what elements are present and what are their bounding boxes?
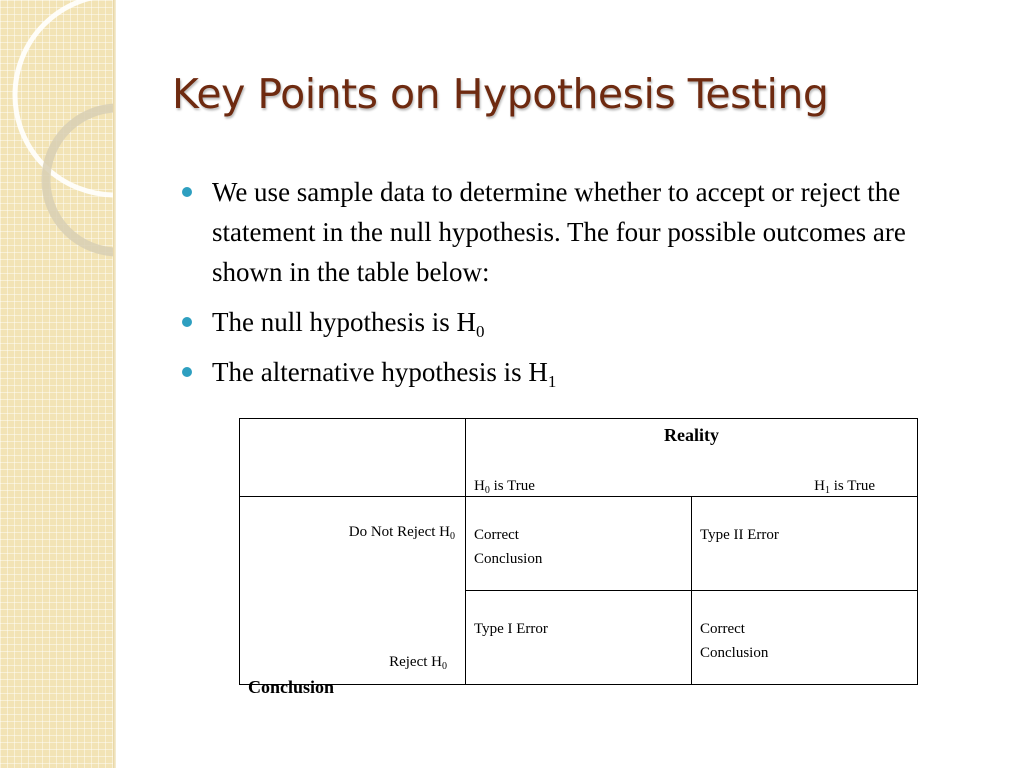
reject-label: Reject $H_0$ (389, 654, 447, 672)
table-cell: Correct Conclusion (692, 591, 918, 685)
bullet-item (182, 172, 972, 292)
conclusion-label: Conclusion (248, 677, 335, 697)
bullet-item (182, 352, 972, 392)
bullet-text: The null hypothesis is H (212, 307, 476, 337)
bullet-text: We use sample data to determine whether to accept or reject the statement in the null hypothesis. The four possible outcomes are shown in the table below: (212, 177, 906, 287)
conclusion-label-cell (240, 497, 466, 697)
reality-header-cell (466, 419, 918, 497)
table-cell: Type I Error (466, 591, 692, 685)
strip-edge (113, 0, 116, 768)
bullet-list (182, 172, 972, 402)
bullet-dot-icon (182, 317, 192, 327)
bullet-item (182, 302, 972, 342)
bullet-text: The alternative hypothesis is H (212, 357, 548, 387)
slide-title: Key Points on Hypothesis Testing (172, 70, 829, 118)
reality-header: Reality (664, 425, 719, 445)
bullet-dot-icon (182, 187, 192, 197)
h0-true-label: $H_0$ is True (474, 478, 535, 496)
bullet-subscript: 1 (547, 372, 557, 391)
outcomes-table (239, 418, 918, 697)
bullet-dot-icon (182, 367, 192, 377)
table-corner-cell (240, 419, 466, 497)
bullet-subscript: 0 (476, 322, 485, 341)
h1-true-label: $H_1$ is True (814, 478, 875, 496)
table-cell: Correct Conclusion (466, 497, 692, 591)
table-cell: Type II Error (692, 497, 918, 591)
decorative-circles (0, 0, 113, 768)
do-not-reject-label: Do Not Reject $H_0$ (348, 524, 455, 542)
decorative-side-strip (0, 0, 113, 768)
